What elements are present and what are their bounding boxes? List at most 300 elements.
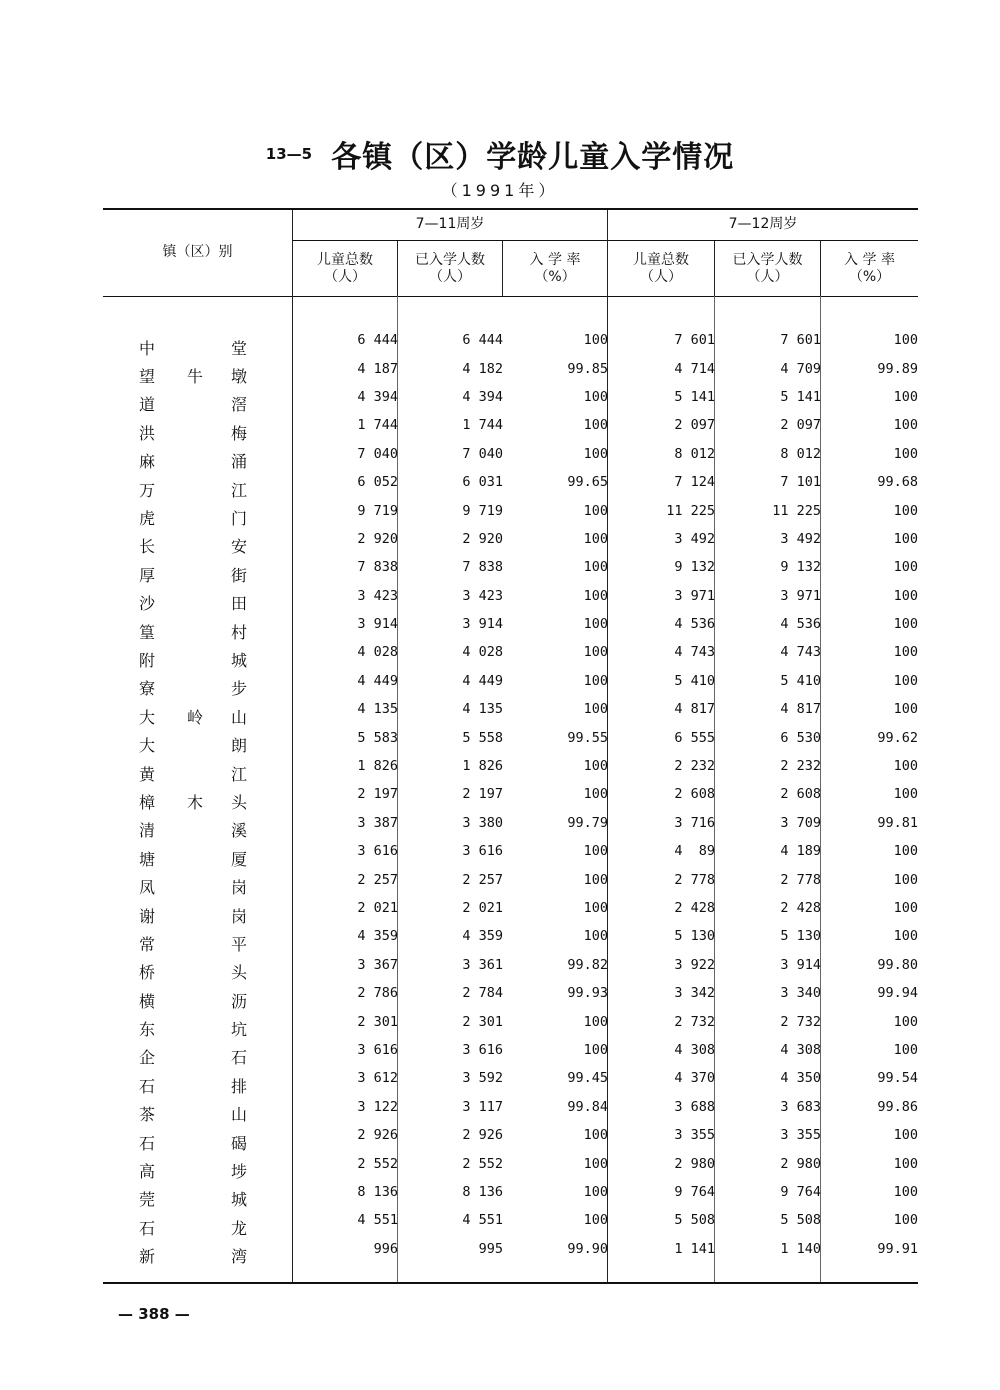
- cell-a-total: 2 257: [357, 871, 398, 888]
- cell-a-total: 7 040: [357, 445, 398, 462]
- cell-a-total: 3 616: [357, 1041, 398, 1058]
- table-row: [103, 1206, 918, 1234]
- region-name-char: 城: [231, 1190, 248, 1210]
- cell-a-enrolled: 1 744: [462, 417, 503, 434]
- header-b-enrolled: 已入学人数 （人）: [732, 252, 803, 285]
- cell-a-enrolled: 8 136: [462, 1183, 503, 1200]
- cell-b-rate: 100: [893, 758, 918, 775]
- cell-a-total: 4 135: [357, 701, 398, 718]
- cell-b-rate: 100: [893, 1212, 918, 1229]
- region-name-char: 沥: [231, 991, 248, 1011]
- region-name-char: 堂: [231, 338, 248, 358]
- cell-a-enrolled: 4 394: [462, 388, 503, 405]
- region-name-char: 黄: [139, 764, 156, 784]
- cell-b-rate: 100: [893, 502, 918, 519]
- cell-a-rate: 100: [583, 332, 608, 349]
- cell-a-rate: 100: [583, 1127, 608, 1144]
- cell-a-total: 2 920: [357, 530, 398, 547]
- cell-a-enrolled: 7 040: [462, 445, 503, 462]
- header-a-enrolled: 已入学人数 （人）: [415, 252, 485, 285]
- cell-a-enrolled: 2 021: [462, 900, 503, 916]
- cell-b-enrolled: 3 709: [780, 814, 821, 831]
- cell-a-rate: 99.55: [567, 729, 608, 746]
- cell-b-total: 1 141: [674, 1240, 715, 1257]
- cell-b-total: 2 232: [674, 758, 715, 775]
- cell-a-total: 3 387: [357, 814, 398, 831]
- cell-b-rate: 100: [893, 616, 918, 633]
- cell-b-enrolled: 5 141: [780, 388, 821, 405]
- cell-a-rate: 100: [583, 417, 608, 434]
- region-name-char: 虎: [139, 509, 156, 529]
- cell-b-enrolled: 5 410: [780, 672, 821, 689]
- cell-b-enrolled: 2 428: [780, 900, 821, 916]
- cell-b-enrolled: 11 225: [772, 502, 821, 519]
- region-name-char: 樟: [139, 792, 156, 812]
- cell-b-rate: 100: [893, 417, 918, 434]
- table-row: [103, 496, 918, 524]
- region-name-char: 滘: [231, 395, 248, 415]
- table-row: [103, 553, 918, 581]
- cell-a-total: 6 444: [357, 332, 398, 349]
- region-name: [103, 865, 293, 898]
- cell-a-total: 1 744: [357, 417, 398, 434]
- cell-a-enrolled: 2 926: [462, 1127, 503, 1144]
- cell-a-total: 8 136: [357, 1183, 398, 1200]
- cell-b-total: 3 688: [674, 1098, 715, 1115]
- page-number: — 388 —: [118, 1305, 190, 1323]
- cell-b-enrolled: 4 308: [780, 1041, 821, 1058]
- cell-b-enrolled: 2 732: [780, 1013, 821, 1030]
- region-name: [103, 496, 293, 529]
- cell-a-rate: 100: [583, 928, 608, 945]
- cell-a-rate: 100: [583, 1013, 608, 1030]
- region-name: [103, 979, 293, 1011]
- region-name-char: 企: [139, 1048, 156, 1068]
- table-row: [103, 610, 918, 638]
- cell-a-rate: 99.82: [567, 956, 608, 973]
- cell-a-total: 2 786: [357, 985, 398, 1002]
- cell-a-enrolled: 1 826: [462, 758, 503, 775]
- cell-a-total: 4 359: [357, 928, 398, 945]
- cell-b-total: 9 764: [674, 1183, 715, 1200]
- region-name-char: 东: [139, 1020, 156, 1040]
- table-row: [103, 1007, 918, 1035]
- cell-a-total: 4 187: [357, 360, 398, 377]
- cell-a-rate: 99.84: [567, 1098, 608, 1115]
- table-row: [103, 1149, 918, 1177]
- cell-a-total: 4 028: [357, 644, 398, 661]
- cell-b-enrolled: 3 683: [780, 1098, 821, 1115]
- cell-b-rate: 99.81: [877, 814, 918, 831]
- cell-b-total: 5 130: [674, 928, 715, 945]
- table-row: [103, 809, 918, 837]
- table-row: [103, 979, 918, 1007]
- table-row: [103, 638, 918, 666]
- cell-a-rate: 100: [583, 1183, 608, 1200]
- header-b-rate: 入 学 率 （%）: [844, 252, 895, 285]
- region-name: [103, 440, 293, 472]
- title-line: [0, 132, 1000, 176]
- cell-b-total: 3 971: [674, 587, 715, 604]
- cell-b-enrolled: 6 530: [780, 729, 821, 746]
- cell-b-rate: 100: [893, 445, 918, 462]
- cell-a-rate: 100: [583, 843, 608, 860]
- cell-a-enrolled: 4 135: [462, 701, 503, 718]
- cell-b-rate: 100: [893, 530, 918, 547]
- region-name-char: 篁: [139, 622, 156, 642]
- region-name-char: 牛: [187, 367, 204, 387]
- cell-b-total: 3 492: [674, 530, 715, 547]
- cell-b-enrolled: 3 914: [780, 956, 821, 973]
- cell-b-enrolled: 9 132: [780, 559, 821, 576]
- cell-a-enrolled: 3 117: [462, 1098, 503, 1115]
- region-name-char: 溪: [231, 821, 248, 841]
- cell-a-enrolled: 3 616: [462, 1041, 503, 1058]
- cell-b-total: 5 141: [674, 388, 715, 405]
- region-name-char: 清: [139, 821, 156, 841]
- cell-b-rate: 99.91: [877, 1240, 918, 1257]
- cell-a-total: 2 926: [357, 1127, 398, 1144]
- region-name-char: 常: [139, 934, 156, 954]
- cell-a-rate: 100: [583, 871, 608, 888]
- bottom-rule: [103, 1282, 918, 1284]
- cell-a-enrolled: 2 257: [462, 871, 503, 888]
- cell-a-enrolled: 2 552: [462, 1155, 503, 1172]
- cell-a-enrolled: 6 444: [462, 332, 503, 349]
- cell-b-total: 5 508: [674, 1212, 715, 1229]
- region-name-char: 大: [139, 736, 156, 756]
- top-rule: [103, 208, 918, 210]
- region-name-char: 头: [231, 792, 248, 812]
- cell-b-rate: 99.86: [877, 1098, 918, 1115]
- cell-b-rate: 99.89: [877, 360, 918, 377]
- year-label: （1991年）: [441, 181, 559, 200]
- cell-a-total: 3 423: [357, 587, 398, 604]
- table-row: [103, 1121, 918, 1149]
- cell-b-rate: 100: [893, 843, 918, 860]
- table-row: [103, 951, 918, 979]
- region-name: [103, 1007, 293, 1040]
- cell-a-rate: 100: [583, 559, 608, 576]
- cell-b-rate: 100: [893, 1013, 918, 1030]
- table-row: [103, 468, 918, 496]
- cell-a-total: 7 838: [357, 559, 398, 576]
- cell-a-total: 4 449: [357, 672, 398, 689]
- table-row: [103, 1036, 918, 1064]
- cell-b-enrolled: 3 355: [780, 1127, 821, 1144]
- cell-a-total: 2 197: [357, 786, 398, 803]
- cell-a-rate: 100: [583, 530, 608, 547]
- cell-a-rate: 100: [583, 786, 608, 803]
- cell-b-total: 7 601: [674, 332, 715, 349]
- region-name-char: 谢: [139, 906, 156, 926]
- cell-b-enrolled: 2 778: [780, 871, 821, 888]
- cell-a-total: 3 616: [357, 843, 398, 860]
- region-name-char: 平: [231, 934, 248, 954]
- cell-a-enrolled: 3 380: [462, 814, 503, 831]
- region-name: [103, 582, 293, 614]
- cell-b-enrolled: 2 232: [780, 758, 821, 775]
- cell-b-total: 8 012: [674, 445, 715, 462]
- cell-a-total: 1 826: [357, 758, 398, 775]
- region-name: [103, 1121, 293, 1153]
- table-row: [103, 383, 918, 411]
- cell-a-total: 2 552: [357, 1155, 398, 1172]
- region-name: [103, 326, 293, 358]
- table-row: [103, 752, 918, 780]
- region-name: [103, 1149, 293, 1182]
- cell-a-enrolled: 3 423: [462, 587, 503, 604]
- cell-a-enrolled: 3 914: [462, 616, 503, 633]
- cell-b-total: 2 097: [674, 417, 715, 434]
- header-bottom-rule: [103, 296, 918, 297]
- region-name-char: 山: [231, 1105, 248, 1125]
- cell-a-rate: 99.65: [567, 474, 608, 491]
- cell-b-rate: 100: [893, 388, 918, 405]
- region-name-char: 桥: [139, 963, 156, 983]
- cell-b-total: 2 608: [674, 786, 715, 803]
- region-name: [103, 1093, 293, 1125]
- region-name-char: 附: [139, 650, 156, 670]
- table-row: [103, 894, 918, 922]
- cell-b-total: 4 536: [674, 616, 715, 633]
- cell-a-enrolled: 4 449: [462, 672, 503, 689]
- cell-a-enrolled: 3 616: [462, 843, 503, 860]
- region-name-char: 安: [231, 537, 248, 557]
- cell-a-rate: 100: [583, 1155, 608, 1172]
- cell-b-enrolled: 4 350: [780, 1070, 821, 1087]
- region-name-char: 石: [231, 1048, 248, 1068]
- region-name-char: 碣: [231, 1133, 248, 1153]
- table-number: 13—5: [265, 145, 313, 163]
- cell-a-total: 5 583: [357, 729, 398, 746]
- region-name: [103, 894, 293, 926]
- region-name-char: 新: [139, 1247, 156, 1267]
- header-group-7-12: 7—12周岁: [728, 216, 798, 232]
- table-row: [103, 837, 918, 865]
- region-name: [103, 1178, 293, 1210]
- cell-a-enrolled: 4 182: [462, 360, 503, 377]
- cell-a-enrolled: 9 719: [462, 502, 503, 519]
- table-row: [103, 922, 918, 950]
- cell-b-rate: 100: [893, 928, 918, 945]
- region-name-char: 山: [231, 707, 248, 727]
- region-name-char: 麻: [139, 452, 156, 472]
- region-name-char: 长: [139, 537, 156, 557]
- cell-b-total: 3 922: [674, 956, 715, 973]
- region-name-char: 寮: [139, 679, 156, 699]
- cell-b-enrolled: 7 601: [780, 332, 821, 349]
- cell-a-rate: 99.79: [567, 814, 608, 831]
- cell-a-enrolled: 2 920: [462, 530, 503, 547]
- cell-b-total: 9 132: [674, 559, 715, 576]
- region-name: [103, 837, 293, 869]
- table-row: [103, 723, 918, 751]
- cell-a-rate: 100: [583, 445, 608, 462]
- region-name: [103, 752, 293, 784]
- cell-b-rate: 100: [893, 701, 918, 718]
- region-name: [103, 780, 293, 812]
- region-name: [103, 525, 293, 557]
- header-b-total: 儿童总数 （人）: [633, 252, 689, 285]
- region-name-char: 步: [231, 679, 248, 699]
- table-row: [103, 1235, 918, 1263]
- cell-b-enrolled: 8 012: [780, 445, 821, 462]
- cell-a-enrolled: 3 592: [462, 1070, 503, 1087]
- cell-b-rate: 100: [893, 1127, 918, 1144]
- region-name-char: 坑: [231, 1020, 248, 1040]
- cell-b-total: 2 732: [674, 1013, 715, 1030]
- cell-b-total: 7 124: [674, 474, 715, 491]
- region-name-char: 凤: [139, 878, 156, 898]
- region-name-char: 街: [231, 565, 248, 585]
- cell-a-total: 996: [373, 1240, 398, 1257]
- table-row: [103, 440, 918, 468]
- cell-a-total: 2 301: [357, 1013, 398, 1030]
- cell-b-rate: 100: [893, 587, 918, 604]
- region-name-char: 木: [187, 792, 204, 812]
- cell-b-total: 4 308: [674, 1041, 715, 1058]
- region-name-char: 田: [231, 594, 248, 614]
- header-a-total: 儿童总数 （人）: [317, 252, 373, 285]
- region-name-char: 岗: [231, 906, 248, 926]
- cell-b-enrolled: 4 743: [780, 644, 821, 661]
- region-name: [103, 354, 293, 387]
- cell-a-enrolled: 4 028: [462, 644, 503, 661]
- cell-b-total: 4 817: [674, 701, 715, 718]
- region-name: [103, 695, 293, 727]
- cell-a-total: 9 719: [357, 502, 398, 519]
- cell-b-rate: 100: [893, 786, 918, 803]
- cell-b-rate: 99.68: [877, 474, 918, 491]
- cell-b-rate: 100: [893, 559, 918, 576]
- cell-a-rate: 99.93: [567, 985, 608, 1002]
- table-body: [103, 326, 918, 1267]
- region-name-char: 沙: [139, 594, 156, 614]
- cell-a-total: 3 367: [357, 956, 398, 973]
- cell-a-rate: 99.45: [567, 1070, 608, 1087]
- table-row: [103, 1178, 918, 1206]
- cell-b-enrolled: 1 140: [780, 1240, 821, 1257]
- cell-a-enrolled: 5 558: [462, 729, 503, 746]
- cell-b-enrolled: 5 508: [780, 1212, 821, 1229]
- cell-a-total: 4 394: [357, 388, 398, 405]
- cell-b-total: 2 980: [674, 1155, 715, 1172]
- region-name-char: 梅: [231, 423, 248, 443]
- cell-b-total: 2 778: [674, 871, 715, 888]
- region-name-char: 石: [139, 1218, 156, 1238]
- region-name-char: 厚: [139, 565, 156, 585]
- region-name-char: 塘: [139, 849, 156, 869]
- header-group-7-11: 7—11周岁: [415, 216, 485, 232]
- table-row: [103, 326, 918, 354]
- cell-b-enrolled: 9 764: [780, 1183, 821, 1200]
- cell-b-rate: 100: [893, 900, 918, 916]
- cell-a-rate: 100: [583, 502, 608, 519]
- cell-a-enrolled: 6 031: [462, 474, 503, 491]
- cell-b-rate: 100: [893, 644, 918, 661]
- region-name-char: 中: [139, 338, 156, 358]
- data-table: [103, 326, 918, 1267]
- cell-b-enrolled: 4 709: [780, 360, 821, 377]
- cell-a-enrolled: 7 838: [462, 559, 503, 576]
- cell-a-rate: 100: [583, 1212, 608, 1229]
- cell-a-enrolled: 4 359: [462, 928, 503, 945]
- region-name: [103, 468, 293, 500]
- cell-b-rate: 100: [893, 871, 918, 888]
- cell-a-total: 2 021: [357, 900, 398, 916]
- cell-b-rate: 100: [893, 332, 918, 349]
- cell-a-rate: 99.85: [567, 360, 608, 377]
- region-name-char: 岗: [231, 878, 248, 898]
- region-name-char: 涌: [231, 452, 248, 472]
- cell-b-total: 3 716: [674, 814, 715, 831]
- page-title: 各镇（区）学龄儿童入学情况: [331, 140, 735, 175]
- region-name-char: 城: [231, 650, 248, 670]
- region-name-char: 村: [231, 622, 248, 642]
- cell-b-enrolled: 4 817: [780, 701, 821, 718]
- cell-a-enrolled: 995: [478, 1240, 503, 1257]
- cell-b-total: 6 555: [674, 729, 715, 746]
- region-name-char: 望: [139, 367, 156, 387]
- region-name: [103, 610, 293, 642]
- table-row: [103, 1093, 918, 1121]
- cell-a-rate: 100: [583, 616, 608, 633]
- cell-b-total: 4 714: [674, 360, 715, 377]
- region-name-char: 莞: [139, 1190, 156, 1210]
- cell-b-rate: 99.94: [877, 985, 918, 1002]
- cell-b-rate: 99.62: [877, 729, 918, 746]
- cell-a-rate: 100: [583, 587, 608, 604]
- cell-b-rate: 100: [893, 1183, 918, 1200]
- cell-b-enrolled: 3 340: [780, 985, 821, 1002]
- region-name-char: 排: [231, 1076, 248, 1096]
- header-region: 镇（区）别: [162, 244, 233, 260]
- cell-b-rate: 99.54: [877, 1070, 918, 1087]
- region-name: [103, 553, 293, 585]
- cell-a-rate: 100: [583, 672, 608, 689]
- cell-b-enrolled: 3 971: [780, 587, 821, 604]
- region-name-char: 横: [139, 991, 156, 1011]
- table-row: [103, 1064, 918, 1092]
- region-name-char: 万: [139, 480, 156, 500]
- region-name-char: 岭: [187, 707, 204, 727]
- cell-b-rate: 99.80: [877, 956, 918, 973]
- cell-a-rate: 99.90: [567, 1240, 608, 1257]
- cell-a-total: 6 052: [357, 474, 398, 491]
- cell-b-enrolled: 4 536: [780, 616, 821, 633]
- table-row: [103, 695, 918, 723]
- region-name-char: 洪: [139, 423, 156, 443]
- cell-a-total: 3 612: [357, 1070, 398, 1087]
- region-name-char: 石: [139, 1133, 156, 1153]
- group-rule: [293, 240, 918, 241]
- cell-a-rate: 100: [583, 388, 608, 405]
- table-row: [103, 525, 918, 553]
- region-name: [103, 1235, 293, 1267]
- cell-a-total: 3 122: [357, 1098, 398, 1115]
- header-a-rate: 入 学 率 （%）: [529, 252, 581, 285]
- region-name-char: 石: [139, 1076, 156, 1096]
- region-name-char: 大: [139, 707, 156, 727]
- cell-b-enrolled: 2 608: [780, 786, 821, 803]
- cell-b-enrolled: 2 980: [780, 1155, 821, 1172]
- cell-a-total: 4 551: [357, 1212, 398, 1229]
- table-row: [103, 667, 918, 695]
- region-name-char: 江: [231, 480, 248, 500]
- cell-b-enrolled: 5 130: [780, 928, 821, 945]
- cell-a-enrolled: 4 551: [462, 1212, 503, 1229]
